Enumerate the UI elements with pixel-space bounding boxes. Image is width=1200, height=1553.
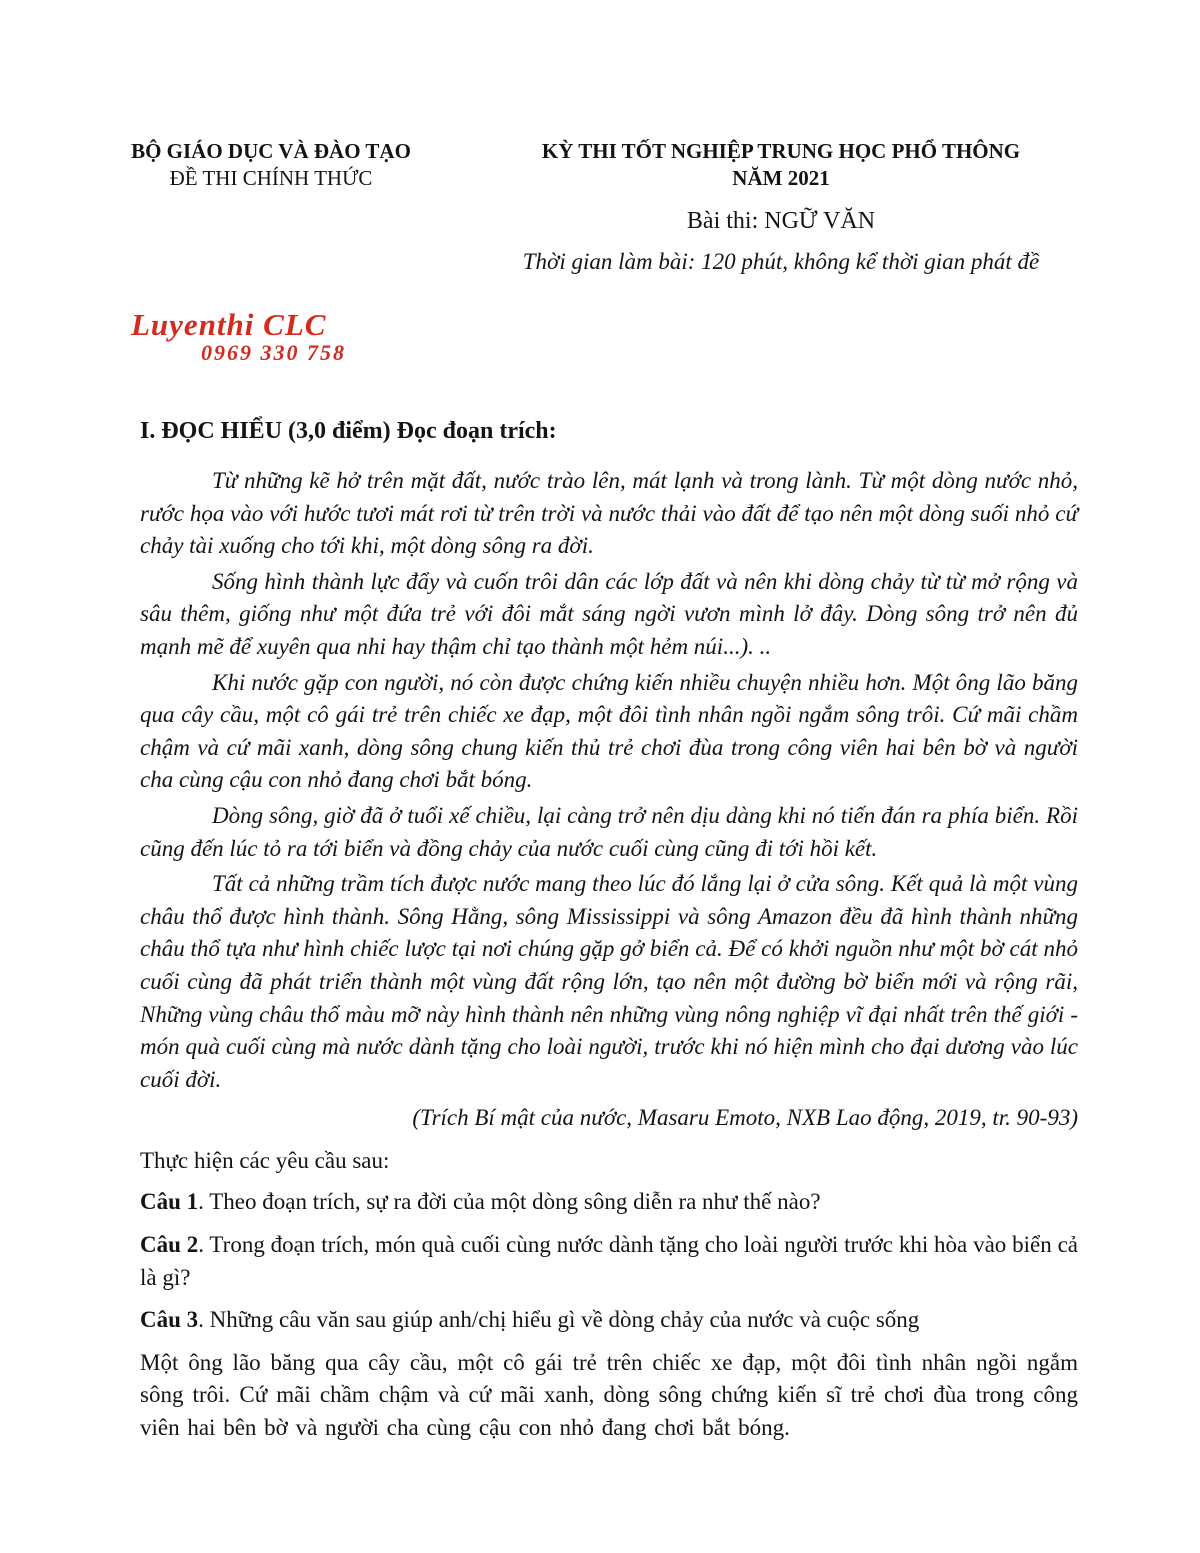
excerpt-paragraph-1: Từ những kẽ hở trên mặt đất, nước trào lên, mát lạnh và trong lành. Từ một dòng nước nhỏ, rước họa vào với hước tươi mát rơi từ trên trời và nước thải vào đất để tạo nên một dòng suối nhỏ cứ chảy tài xuống cho tới khi, một dòng sông ra đời.	[140, 468, 1078, 559]
excerpt-paragraph-4: Dòng sông, giờ đã ở tuổi xế chiều, lại càng trở nên dịu dàng khi nó tiến đán ra phía biển. Rồi cũng đến lúc tỏ ra tới biển và đồng chảy của nước cuối cùng cũng đi tới hồi kết.	[140, 802, 1078, 861]
tutoring-logo	[131, 309, 1200, 365]
source-citation: (Trích Bí mật của nước, Masaru Emoto, NXB Lao động, 2019, tr. 90-93)	[412, 1105, 1078, 1131]
question-2-text: . Trong đoạn trích, món quà cuối cùng nước dành tặng cho loài người trước khi hòa vào biển cả là gì?	[140, 1232, 1078, 1290]
question-1	[140, 1186, 1078, 1219]
question-1-label: Câu 1	[140, 1189, 199, 1215]
instruction-line: Thực hiện các yêu cầu sau:	[140, 1147, 390, 1173]
logo-text: Luyenthi CLC	[131, 307, 327, 342]
excerpt-paragraph-2: Sống hình thành lực đẩy và cuốn trôi dân các lớp đất và nên khi dòng chảy từ từ mở rộng và sâu thêm, giống như một đứa trẻ với đôi mắt sáng ngời vươn mình lở đây. Dòng sông trở nên đủ mạnh mẽ để xuyên qua nhi hay thậm chỉ tạo thành một hẻm núi...). ..	[140, 568, 1078, 659]
question-2-label: Câu 2	[140, 1232, 199, 1258]
section-heading: I. ĐỌC HIỂU (3,0 điểm) Đọc đoạn trích:	[140, 418, 557, 444]
exam-year: NĂM 2021	[732, 166, 830, 190]
question-2	[140, 1229, 1078, 1294]
subject-line: Bài thi: NGỮ VĂN	[686, 208, 876, 234]
question-3	[140, 1304, 1078, 1337]
exam-type-label: ĐỀ THI CHÍNH THỨC	[169, 166, 373, 190]
question-3-label: Câu 3	[140, 1307, 199, 1333]
logo-phone-number: 0969 330 758	[201, 340, 346, 365]
question-3-text: . Những câu văn sau giúp anh/chị hiểu gì về dòng chảy của nước và cuộc sống	[198, 1307, 920, 1333]
question-1-text: . Theo đoạn trích, sự ra đời của một dòng sông diễn ra như thế nào?	[198, 1189, 821, 1215]
excerpt-paragraph-3: Khi nước gặp con người, nó còn được chứng kiến nhiều chuyện nhiều hơn. Một ông lão băng qua cây cầu, một cô gái trẻ trên chiếc xe đạp, một đôi tình nhân ngồi ngắm sông trôi. Cứ mãi chầm chậm và cứ mãi xanh, dòng sông chung kiến thủ trẻ chơi đùa trong công viên hai bên bờ và người cha cùng cậu con nhỏ đang chơi bắt bóng.	[140, 669, 1078, 793]
header-left-block	[85, 138, 457, 275]
document-body	[0, 417, 1200, 1445]
question-3-quote-paragraph: Một ông lão băng qua cây cầu, một cô gái trẻ trên chiếc xe đạp, một đôi tình nhân ngồi ngắm sông trôi. Cứ mãi chầm chậm và cứ mãi xanh, dòng sông chứng kiến sĩ trẻ chơi đùa trong công viên hai bên bờ và người cha cùng cậu con nhỏ đang chơi bắt bóng.	[140, 1349, 1078, 1441]
ministry-name: BỘ GIÁO DỤC VÀ ĐÀO TẠO	[131, 139, 411, 163]
exam-title: KỲ THI TỐT NGHIỆP TRUNG HỌC PHỔ THÔNG	[541, 139, 1021, 163]
header-right-block	[457, 138, 1105, 275]
duration-line: Thời gian làm bài: 120 phút, không kể thời gian phát đề	[522, 249, 1040, 274]
document-header	[0, 0, 1200, 275]
excerpt-paragraph-5: Tất cả những trầm tích được nước mang theo lúc đó lắng lại ở cửa sông. Kết quả là một vùng châu thổ được hình thành. Sông Hằng, sông Mississippi và sông Amazon đều đã hình thành những châu thổ tựa như hình chiếc lược tại nơi chúng gặp gở biển cả. Để có khởi nguồn như một bờ cát nhỏ cuối cùng đã phát triển thành một vùng đất rộng lớn, tạo nên một đường bờ biển mới và rộng rãi, Những vùng châu thổ màu mỡ này hình thành nên những vùng nông nghiệp vĩ đại nhất trên thế giới - món quà cuối cùng mà nước dành tặng cho loài người, trước khi nó hiện mình cho đại dương vào lúc cuối đời.	[140, 871, 1078, 1092]
